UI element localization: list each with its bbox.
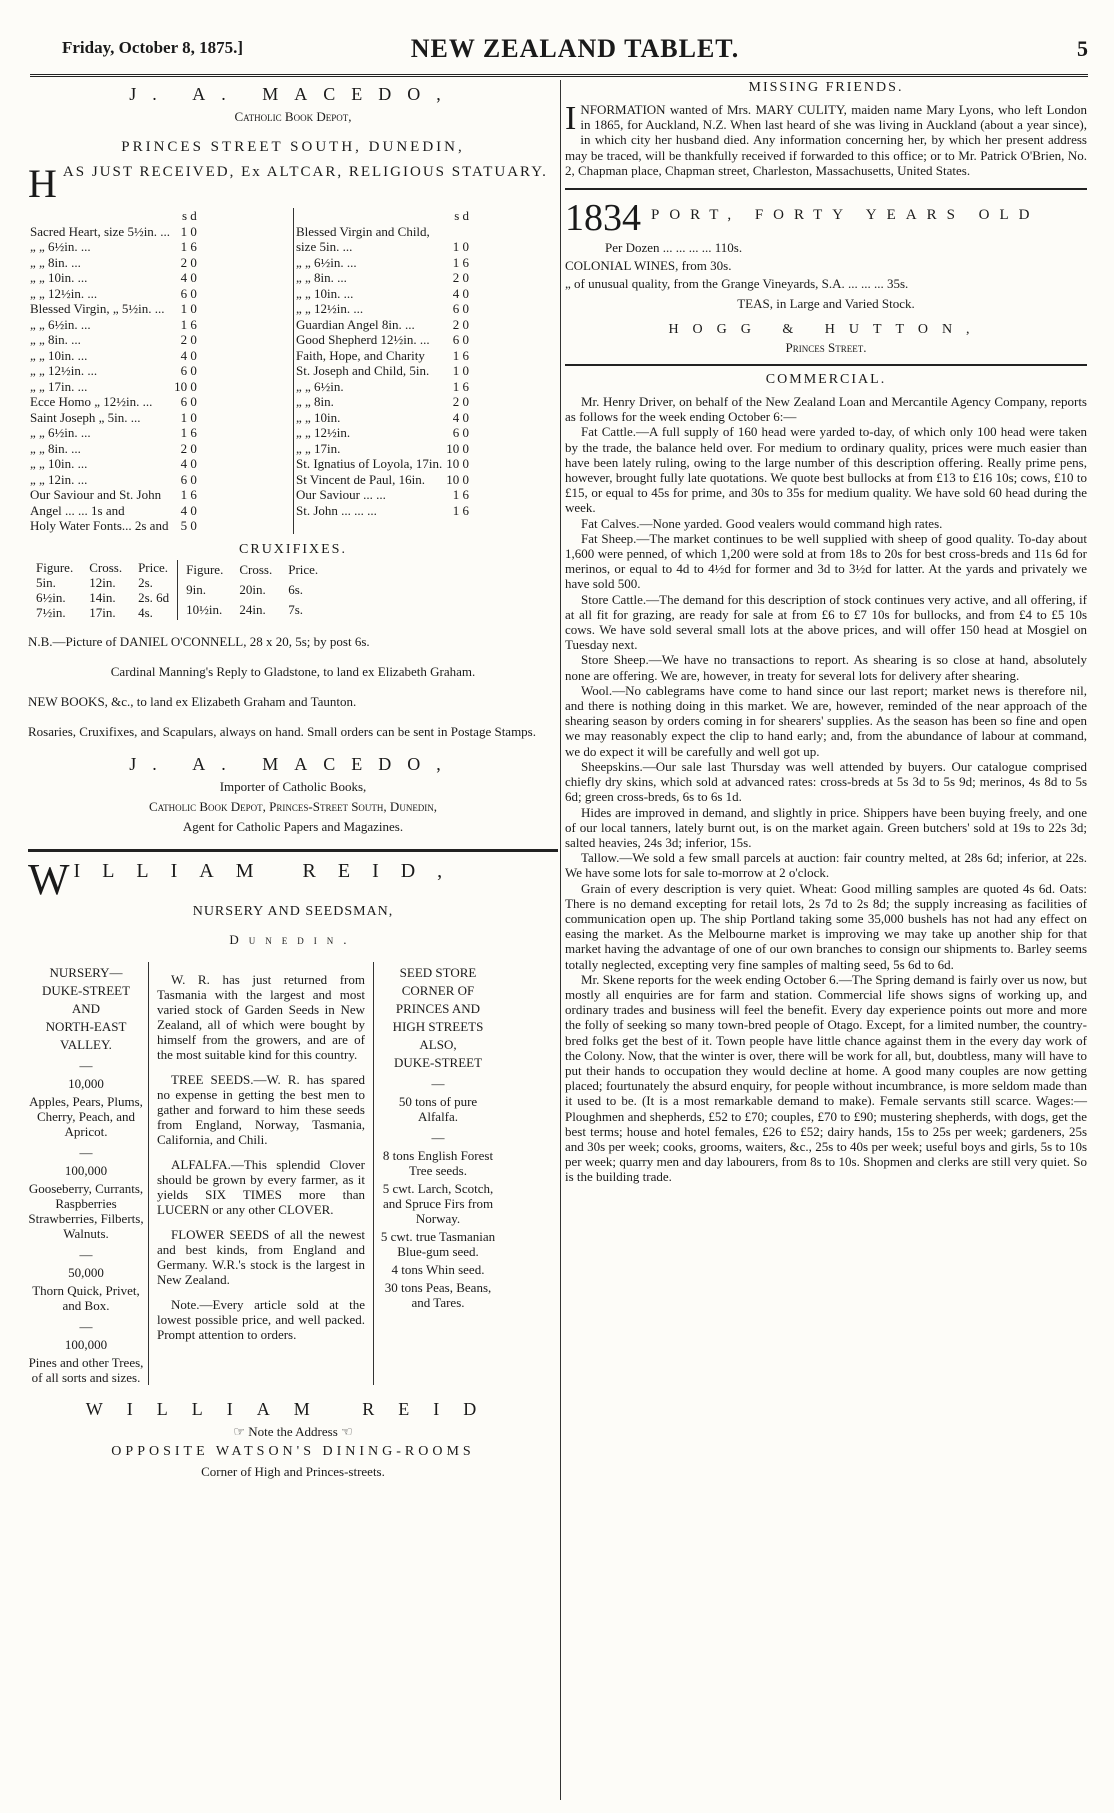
price-row: „ „ 6½in. ... 1 6 <box>30 425 197 440</box>
missing-text: NFORMATION wanted of Mrs. MARY CULITY, maiden name Mary Lyons, who left London in 1865, for Auckland, N.Z. When last heard of she was living in Auckland (about a year since), in which city her husband died. Any information concerning her, by which her present address may be traced, will be thankfully received if forwarded to this office; or to Mr. Patrick O'Brien, No. 2, Chapman place, Chapman street, Charleston, Massachusetts, United States. <box>565 102 1087 178</box>
port-year: 1834 <box>565 198 641 239</box>
price-row: „ „ 12½in. ... 6 0 <box>296 301 469 316</box>
list-item: Pines and other Trees, of all sorts and sizes. <box>28 1354 144 1385</box>
drop-cap: W <box>28 854 70 904</box>
price-row: Faith, Hope, and Charity 1 6 <box>296 347 469 363</box>
price-row: St. Ignatius of Loyola, 17in. 10 0 <box>296 456 469 471</box>
reid-corner: Corner of High and Princes-streets. <box>201 1463 385 1479</box>
list-item: Gooseberry, Currants, Raspberries Strawberries, Filberts, Walnuts. <box>28 1180 144 1241</box>
list-item: 100,000 <box>64 1162 108 1178</box>
list-item: 8 tons English Forest Tree seeds. <box>382 1147 494 1178</box>
list-item: DUKE-STREET <box>393 1054 483 1070</box>
report-paragraph: Grain of every description is very quiet. Wheat: Good milling samples are quoted 4s 6d. Oats: There is no demand excepting for retail lots, 2s 7d to 2s 8d; the supply increasing as facilities of communication open up. The ship Portland taking some 35,000 bushels has not had any effect on easing the market. As the Melbourne market is improving we may take up another ship for that market having the advantage of one of our own branches to consign our shipments to. Barley seems totally neglected, excepting very fine samples of malting seed, 5s 6d to 6d. <box>565 880 1087 972</box>
list-item: 5 cwt. true Tasmanian Blue-gum seed. <box>380 1228 496 1259</box>
list-item: — <box>79 1246 93 1262</box>
port-teas: TEAS, in Large and Varied Stock. <box>737 296 915 312</box>
report-paragraph: Wool.—No cablegrams have come to hand since our last report; market news is therefore nil, and there is nothing doing in this market. We are, however, reminded of the near approach of the shearing season by orders coming in for shearers' supplies. As the season has been so fine and open we may reasonably expect the clip to hand early; and, from the abundance of labour at command, we do expect it will be carefully and well got up. <box>565 682 1087 759</box>
reid-signature: WILLIAM REID <box>85 1398 501 1419</box>
list-item: HIGH STREETS <box>392 1018 484 1034</box>
report-paragraph: Hides are improved in demand, and slightly in price. Shippers have been buying freely, and one of our local tanners, lately burnt out, is on the market again. Green butchers' sold at 19s to 22s 3d; salted heavies, 24s 3d; inferior, 15s. <box>565 804 1087 850</box>
list-item: CORNER OF <box>401 982 475 998</box>
port-colonial: COLONIAL WINES, from 30s. <box>565 258 732 274</box>
col-head: s d <box>454 208 469 223</box>
list-item: — <box>431 1129 445 1145</box>
list-item: DUKE-STREET <box>41 982 131 998</box>
header-date: Friday, October 8, 1875.] <box>62 38 243 57</box>
section-rule <box>565 364 1087 366</box>
price-row: „ „ 6½in. ... 1 6 <box>30 316 197 332</box>
right-column <box>565 80 1087 1185</box>
nb-line: N.B.—Picture of DANIEL O'CONNELL, 28 x 20, 5s; by post 6s. <box>28 633 370 649</box>
list-item: 4 tons Whin seed. <box>391 1261 485 1277</box>
list-item: — <box>79 1318 93 1334</box>
macedo-depot: Catholic Book Depot, <box>234 109 352 124</box>
report-paragraph: Fat Cattle.—A full supply of 160 head were yarded to-day, of which only 100 head were taken by the trade, the balance held over. For medium to ordinary quality, prices were much easier than have been lately ruling, owing to the large number of this description offering. Really prime pens, however, brought fully late quotations. We quote best bullocks at from £13 to £16 10s; cows, £10 to £15, or equal to 45s for prime, and 30s to 35s for medium quality. We have sold 60 head during the week. <box>565 424 1087 516</box>
section-rule <box>565 188 1087 190</box>
price-row: Sacred Heart, size 5½in. ... 1 0 <box>30 223 197 239</box>
list-item: VALLEY. <box>60 1036 112 1052</box>
price-row: „ „ 10in. ... 4 0 <box>296 285 469 301</box>
list-item: 50,000 <box>68 1264 104 1280</box>
report-paragraph: Store Sheep.—We have no transactions to report. As shearing is so close at hand, absolutely none are offering. We are, however, in treaty for several lots for delivery after shearing. <box>565 652 1087 683</box>
reid-ad <box>28 854 558 1480</box>
price-row: size 5in. ... 1 0 <box>296 239 469 254</box>
price-row: 7½in. 17in. 4s. <box>36 604 153 620</box>
list-item: — <box>79 1057 93 1073</box>
port-ad <box>565 198 1087 356</box>
sig-line-3: Agent for Catholic Papers and Magazines. <box>182 818 404 834</box>
column-divider <box>560 80 561 1800</box>
price-row: „ „ 8in. 2 0 <box>296 394 469 409</box>
statuary-price-list <box>28 208 558 534</box>
list-item: NURSERY— <box>49 964 123 980</box>
list-item: PRINCES AND <box>395 1000 481 1016</box>
crux-right-table: Figure. Cross. Price. 9in. 20in. 6s. 10½in. 24in. 7s. <box>178 560 326 620</box>
list-item: 30 tons Peas, Beans, and Tares. <box>384 1279 492 1310</box>
list-item: — <box>79 1144 93 1160</box>
list-item: Thorn Quick, Privet, and Box. <box>32 1282 140 1313</box>
price-row: „ „ 8in. ... 2 0 <box>30 332 197 347</box>
reid-town: Dunedin. <box>229 931 357 947</box>
reid-sub: NURSERY AND SEEDSMAN, <box>192 903 394 919</box>
price-row: „ „ 8in. ... 2 0 <box>296 270 469 285</box>
list-item: W. R. has just returned from Tasmania with the largest and most varied stock of Garden Seeds in New Zealand, all of which were bought by himself from the growers, and are of the most suitable kind for this country. <box>157 971 365 1062</box>
report-paragraph: Mr. Henry Driver, on behalf of the New Zealand Loan and Mercantile Agency Company, reports as follows for the week ending October 6:— <box>565 394 1087 425</box>
col-head: s d <box>182 208 197 223</box>
commercial-title: COMMERCIAL. <box>765 372 887 388</box>
list-item: — <box>431 1075 445 1091</box>
price-row: St. Joseph and Child, 5in. 1 0 <box>296 363 469 378</box>
header-rule <box>30 74 1088 77</box>
price-row: „ „ 17in. 10 0 <box>296 440 469 456</box>
drop-cap: H <box>28 161 59 206</box>
list-item: FLOWER SEEDS of all the newest and best kinds, from England and Germany. W.R.'s stock is the largest in New Zealand. <box>157 1226 365 1287</box>
reid-opposite: OPPOSITE WATSON'S DINING-ROOMS <box>111 1443 475 1459</box>
list-item: 5 cwt. Larch, Scotch, and Spruce Firs from Norway. <box>382 1180 494 1226</box>
port-head: PORT, FORTY YEARS OLD <box>651 207 1040 224</box>
price-row: „ „ 6½in. ... 1 6 <box>296 254 469 270</box>
headline-text: AS JUST RECEIVED, Ex ALTCAR, RELIGIOUS STATUARY. <box>62 164 548 180</box>
commercial-report <box>565 394 1087 1185</box>
left-column <box>28 80 558 1480</box>
sig-line-2: Catholic Book Depot, Princes-Street South, Dunedin, <box>148 798 438 814</box>
price-row: „ „ 12in. ... 6 0 <box>30 471 197 487</box>
list-item: NORTH-EAST <box>45 1018 127 1034</box>
report-paragraph: Fat Sheep.—The market continues to be well supplied with sheep of good quality. To-day about 1,600 were penned, of which 1,200 were sold at from 18s to 20s for best cross-breds and 11s 6d for merinos, or equal to 4d to 4½d for former and 3d to 3½d for latter. At the yards and privately we have sold 500. <box>565 530 1087 592</box>
reid-nursery-col <box>28 962 149 1385</box>
price-row: Blessed Virgin, „ 5½in. ... 1 0 <box>30 301 197 316</box>
masthead-title: NEW ZEALAND TABLET. <box>410 34 740 63</box>
crux-left-table: Figure. Cross. Price. 5in. 12in. 2s. 6½in. 14in. 2s. 6d 7½in. 17in. 4s. <box>28 560 178 620</box>
price-row: 10½in. 24in. 7s. <box>186 602 304 617</box>
price-row: Saint Joseph „ 5in. ... 1 0 <box>30 409 197 425</box>
port-perdozen: Per Dozen ... ... ... ... 110s. <box>605 240 743 256</box>
section-rule <box>28 849 558 852</box>
price-row: Guardian Angel 8in. ... 2 0 <box>296 316 469 332</box>
list-item: AND <box>71 1000 101 1016</box>
price-row: „ „ 12½in. ... 6 0 <box>30 285 197 301</box>
statuary-right-table <box>294 208 471 518</box>
list-item: Apples, Pears, Plums, Cherry, Peach, and Apricot. <box>29 1093 143 1139</box>
reid-store-col <box>374 962 498 1385</box>
list-item: SEED STORE <box>399 964 477 980</box>
macedo-name: J. A. MACEDO, <box>129 84 457 104</box>
price-row: „ „ 17in. ... 10 0 <box>30 378 197 394</box>
price-row: St. John ... ... ... 1 6 <box>296 502 469 518</box>
reid-address-note: ☞ Note the Address ☜ <box>233 1423 353 1439</box>
report-paragraph: Store Cattle.—The demand for this description of stock continues very active, and all offering, if at all fit for grazing, are ready for sale at from £6 to £7 10s for bullocks, and from £4 to £5 10s cows. We have sold several small lots at the above prices, and will offer 150 head at Mosgiel on Tuesday next. <box>565 591 1087 653</box>
books-line: NEW BOOKS, &c., to land ex Elizabeth Graham and Taunton. <box>28 693 357 709</box>
rosaries-line: Rosaries, Cruxifixes, and Scapulars, always on hand. Small orders can be sent in Postage Stamps. <box>28 723 536 739</box>
price-row: „ „ 8in. ... 2 0 <box>30 440 197 456</box>
port-street: Princes Street. <box>785 340 867 356</box>
macedo-street: PRINCES STREET SOUTH, DUNEDIN, <box>121 139 465 155</box>
list-item: ALSO, <box>419 1036 457 1052</box>
price-row: St Vincent de Paul, 16in. 10 0 <box>296 471 469 487</box>
drop-cap: I <box>565 100 577 137</box>
macedo-signature: J. A. MACEDO, <box>129 753 457 774</box>
list-item: 50 tons of pure Alfalfa. <box>398 1093 478 1124</box>
sig-line-1: Importer of Catholic Books, <box>219 778 367 794</box>
reid-title-text: ILLIAM REID, <box>73 859 465 882</box>
price-row: Blessed Virgin and Child, <box>296 223 430 239</box>
reid-text-col <box>149 962 374 1385</box>
price-row: „ „ 10in. 4 0 <box>296 409 469 425</box>
price-row: Our Saviour and St. John 1 6 <box>30 487 197 502</box>
price-row: „ „ 12½in. ... 6 0 <box>30 363 197 378</box>
statuary-left-table <box>28 208 199 534</box>
crux-title: CRUXIFIXES. <box>239 541 347 557</box>
price-row: „ „ 10in. ... 4 0 <box>30 347 197 363</box>
price-row: 5in. 12in. 2s. <box>36 574 153 590</box>
manning-line: Cardinal Manning's Reply to Gladstone, to land ex Elizabeth Graham. <box>110 663 476 679</box>
price-row: „ „ 10in. ... 4 0 <box>30 456 197 471</box>
price-row: Ecce Homo „ 12½in. ... 6 0 <box>30 394 197 409</box>
report-paragraph: Fat Calves.—None yarded. Good vealers would command high rates. <box>581 515 943 531</box>
list-item: 10,000 <box>68 1075 104 1091</box>
reid-columns <box>28 962 558 1385</box>
list-item: TREE SEEDS.—W. R. has spared no expense in getting the best men to gather and forward to him these seeds from England, Norway, Tasmania, California, and Chili. <box>157 1071 365 1147</box>
page-header <box>62 30 1088 74</box>
report-paragraph: Mr. Skene reports for the week ending October 6.—The Spring demand is fairly over us now, but mostly all enquiries are for farm and station. Commercial life shows signs of working up, and ordinary trades and business will feel the benefit. Every day experience points out more and more the folly of seeking so many town-bred people of Otago. Except, for a limited number, the country-bred folks get the best of it. Town people have little chance against them in the every day work of the Colony. Now, that the winter is over, there will be work for all, but, doubtless, many will have to put their hands to occupation they would decline at home. A good many couples are now getting placed; fourtunately the absurd enquiry, for people without incumbrance, is more seldom made than it used to be. (It is a most remarkable demand to make). Female servants still scarce. Wages:—Ploughmen and shepherds, £52 to £70; couples, £70 to £90; mustering shepherds, with dogs, get the best terms; house and hotel females, £26 to £52; dairy hands, 15s to 25s per week; gardeners, 25s and 30s per week; cooks, grooms, waiters, &c., 25s to 40s per week; useful boys and girls, 5s to 10s per week; quarry men and day labourers, from 8s to 10s. Shopmen and clerks are still very quiet. So is the building trade. <box>565 971 1087 1185</box>
macedo-ad <box>28 84 558 835</box>
list-item: ALFALFA.—This splendid Clover should be grown by every farmer, as it yields SIX TIMES more than LUCERN or any other CLOVER. <box>157 1156 365 1217</box>
page-number: 5 <box>1077 36 1088 61</box>
price-row: Holy Water Fonts... 2s and 5 0 <box>30 518 197 533</box>
macedo-headline <box>28 161 558 206</box>
price-row: Our Saviour ... ... 1 6 <box>296 487 469 502</box>
price-row: 6½in. 14in. 2s. 6d <box>36 589 170 605</box>
price-row: „ „ 12½in. 6 0 <box>296 425 469 440</box>
report-paragraph: Sheepskins.—Our sale last Thursday was well attended by buyers. Our catalogue comprised chiefly dry skins, which sold at advanced rates: cross-breds at 5s 3d to 5s 9d; merinos, 4s 8d to 5s 6d; green cross-breds, 6s to 6s 1d. <box>565 758 1087 805</box>
list-item: Note.—Every article sold at the lowest possible price, and well packed. Prompt attention to orders. <box>157 1296 365 1342</box>
price-row: Angel ... ... 1s and 4 0 <box>30 502 197 518</box>
price-row: „ „ 6½in. ... 1 6 <box>30 239 197 254</box>
price-row: „ „ 6½in. 1 6 <box>296 378 469 394</box>
report-paragraph: Tallow.—We sold a few small parcels at auction: fair country melted, at 28s 6d; inferior, at 22s. We have some lots for sale to-morrow at 2 o'clock. <box>565 850 1087 881</box>
price-row: Good Shepherd 12½in. ... 6 0 <box>296 332 469 347</box>
price-row: „ „ 8in. ... 2 0 <box>30 254 197 270</box>
missing-title: MISSING FRIENDS. <box>748 80 904 95</box>
price-row: 9in. 20in. 6s. <box>186 582 304 597</box>
crux-table <box>28 560 558 620</box>
port-firm: HOGG & HUTTON, <box>668 322 984 338</box>
price-row: „ „ 10in. ... 4 0 <box>30 270 197 285</box>
reid-title <box>28 854 558 904</box>
port-grange: „ of unusual quality, from the Grange Vineyards, S.A. ... ... ... 35s. <box>565 276 909 292</box>
list-item: 100,000 <box>64 1336 108 1352</box>
missing-notice <box>565 102 1087 178</box>
